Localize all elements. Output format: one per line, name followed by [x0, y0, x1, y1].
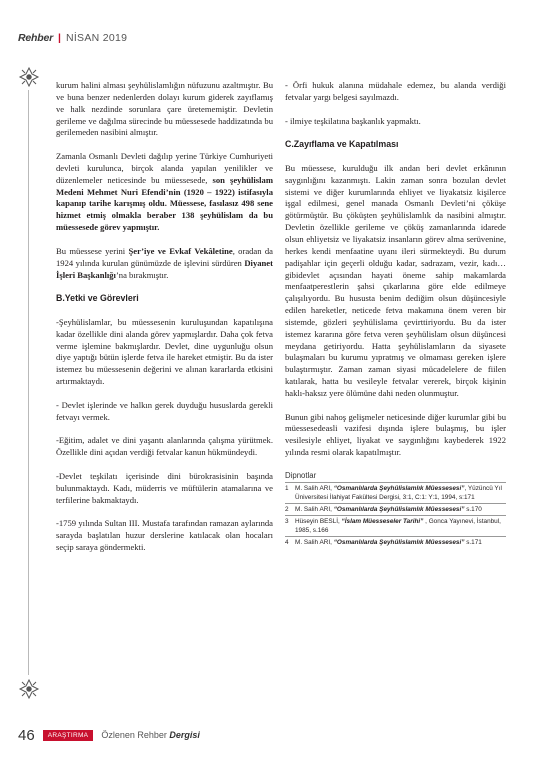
footnote-text	[295, 538, 506, 547]
footnote-author: Hüseyin BESLİ,	[295, 517, 342, 525]
paragraph: -Devlet teşkilatı içerisinde dini bürokrasisinin başında bulunmaktaydı. Kadı, müderris ve müftülerin atamalarına ve terfilerine bakmaktaydı.	[56, 470, 273, 505]
footnotes-title: Dipnotlar	[285, 470, 317, 480]
paragraph: - Devlet işlerinde ve halkın gerek duyduğu hususlarda gerekli fetvayı vermek.	[56, 399, 273, 422]
page-header	[18, 30, 127, 46]
issue-date: NİSAN 2019	[65, 32, 128, 44]
footnote-text	[295, 484, 506, 502]
footnote-number: 4	[285, 538, 289, 546]
magazine-name-part: Özlenen Rehber	[101, 730, 170, 740]
left-column	[56, 80, 273, 554]
footnote-author: M. Salih ARI,	[295, 505, 334, 513]
text-span: Zamanla Osmanlı Devleti dağılıp yerine Türkiye Cumhuriyeti devleti kurulunca, birçok alanda yapılan yenilikler ve düzenlemeler neticesinde bu müessesede,	[56, 151, 273, 185]
magazine-name-strong: Dergisi	[169, 730, 200, 740]
footnote-title: “Osmanlılarda Şeyhülislamlık Müessesesi”	[333, 538, 465, 546]
footnote-text	[295, 505, 506, 514]
paragraph: - ilmiye teşkilatına başkanlık yapmaktı.	[285, 115, 421, 126]
paragraph	[56, 246, 273, 282]
section-heading-c: C.Zayıflama ve Kapatılması	[285, 139, 399, 150]
header-separator: |	[57, 32, 61, 44]
text-span: Bu müessese yerini	[56, 245, 129, 256]
footnote	[285, 515, 506, 535]
footnote-rest: , Gonca Yayınevi, İstanbul, 1985, s.166	[295, 517, 501, 534]
paragraph: -Şeyhülislamlar, bu müessesenin kuruluşundan kapatılışına kadar özellikle dini alanda görev yapmışlardır. Daha çok fetva verme işlemine bakmışlardır. Devlet, dine uygunluğu olsun diye yaptığı bütün işlerde fetva ile hareket etmiştir. Bu da ister istemez bu müessesenin değerini ve alınan kararlarda etkisini artırmaktaydı.	[56, 316, 273, 387]
magazine-logo: Rehber	[18, 32, 53, 44]
footnote-text	[295, 517, 506, 535]
footnote	[285, 482, 506, 502]
bold-text: Şer’iye ve Evkaf Vekâletine	[128, 245, 233, 256]
footnote	[285, 536, 506, 547]
footnote-title: “Osmanlılarda Şeyhülislamlık Müessesesi”	[333, 484, 465, 492]
section-heading-b: B.Yetki ve Görevleri	[56, 293, 139, 304]
paragraph: Bunun gibi nahoş gelişmeler neticesinde diğer kurumlar gibi bu müessesedeasli vazifesi dışında işlere bulaşmış, bu işler vesilesiyle ehliyet, liyakat ve saygınlığını kaybederek 1922 yılında resmi olarak kapatılmıştır.	[285, 411, 506, 458]
footnote-number: 3	[285, 517, 289, 525]
footnote-number: 1	[285, 484, 289, 492]
magazine-name	[101, 730, 200, 740]
paragraph: -Eğitim, adalet ve dini yaşantı alanlarında çalışma yürütmek. Özellikle dini açıdan verdiği fetvalar kanun hükmündeydi.	[56, 435, 273, 458]
paragraph: Bu müessese, kurulduğu ilk andan beri devlet erkânının saygınlığını kazanmıştı. Lakin zaman sonra bozulan devlet sistemi ve diğer kurumlarında ehliyet ve liyakatsiz kişilerce işgal edilmesi, genel manada Osmanlı Devleti’ni çöküşe götürmüştür. Bu çöküşten şeyhülislamlık da nasibini almıştır. Devletin özellikle gerileme ve çöküş zamanlarında idarede olsun ehliyetsiz ve liyakatsiz insanların görev alma serüvenine, herkes kendi menfaatine uyanı ileri sürmekteydi. Bu durum padişahlar için geçerli olduğu kadar, sadrazam, vezir, kadı… gibidevlet açısından hayati öneme sahip makamlarda menfaatperestlerin şahsi çıkarlarına göre elde edilmeye çalışılıyordu. Bu hususta benim dediğim olsun düşüncesiyle edilen hareketler, neticede fetva makamına önem veren bir sistemde, gözleri şeyhülislama çevirttiriyordu. Bu da ister istemez kararına göre fetva veren şeyhülislam olsun düşüncesi meydana getiriyordu. Hatta şeyhülislamların da siyasete bulaşmaları bu kurumu yıpratmış ve olmaması gereken işlere bulaştırmıştır. Zaman zaman siyasi mücadelelere de fiilen katılarak, hatta bu vesileyle fetvalar vererek, birçok kişinin haklı-haksız yere ölümüne dahi neden olunmuştur.	[285, 162, 506, 398]
ornament-bottom-icon	[18, 678, 40, 700]
paragraph: kurum halini alması şeyhülislamlığın nüfuzunu azaltmıştır. Bu ve buna benzer nedenlerden dolayı kurum giderek zayıflamış ve halk nezdinde sorunlara çare üretememiştir. Devletin gerileme ve dağılma sürecinde bu müessesede haddizatında bu gerilemeden nasibini almıştır.	[56, 80, 273, 138]
paragraph: -1759 yılında Sultan III. Mustafa tarafından ramazan aylarında sarayda başlatılan huzur derslerine katılacak olan hocaları seçip saraya göndermekti.	[56, 518, 273, 552]
footnote-rest: s.171	[464, 538, 482, 546]
page-number: 46	[18, 726, 35, 744]
footnote-title: “Osmanlılarda Şeyhülislamlık Müessesesi”	[333, 505, 465, 513]
section-badge: ARAŞTIRMA	[43, 730, 94, 741]
footnote-rest: s.170	[464, 505, 482, 513]
bold-text: Diyanet İşleri Başkanlığı	[56, 257, 273, 280]
text-span: ’na bırakmıştır.	[115, 269, 169, 280]
footnotes	[285, 471, 506, 547]
ornament-top-icon	[18, 66, 40, 88]
page-footer	[18, 727, 200, 743]
right-column	[285, 80, 506, 547]
footnote	[285, 503, 506, 514]
bold-text: son şeyhülislam Medeni Mehmet Nuri Efendi’nin (1920 – 1922) istifasıyla kapanıp tarihe karışmış oldu. Müessese, fasılasız 498 sene hizmet etmiş olmakla beraber 138 şeyhülislam da bu müessesede görev yapmıştır.	[56, 174, 273, 233]
footnote-author: M. Salih ARI,	[295, 484, 334, 492]
text-span: , oradan da 1924 yılında kurulan günümüzde de işlevini sürdüren	[56, 245, 273, 268]
footnote-title: “İslam Müesseseler Tarihi”	[341, 517, 424, 525]
footnote-number: 2	[285, 505, 289, 513]
footnote-rest: , Yüzüncü Yıl Üniversitesi İlahiyat Fakültesi Dergisi, 3:1, C:1: Y:1, 1994, s:171	[295, 484, 502, 501]
paragraph	[56, 151, 273, 234]
paragraph: - Örfi hukuk alanına müdahale edemez, bu alanda verdiği fetvalar yargı belgesi sayılmazdı.	[285, 80, 506, 102]
footnote-author: M. Salih ARI,	[295, 538, 334, 546]
vertical-rule	[28, 90, 29, 675]
